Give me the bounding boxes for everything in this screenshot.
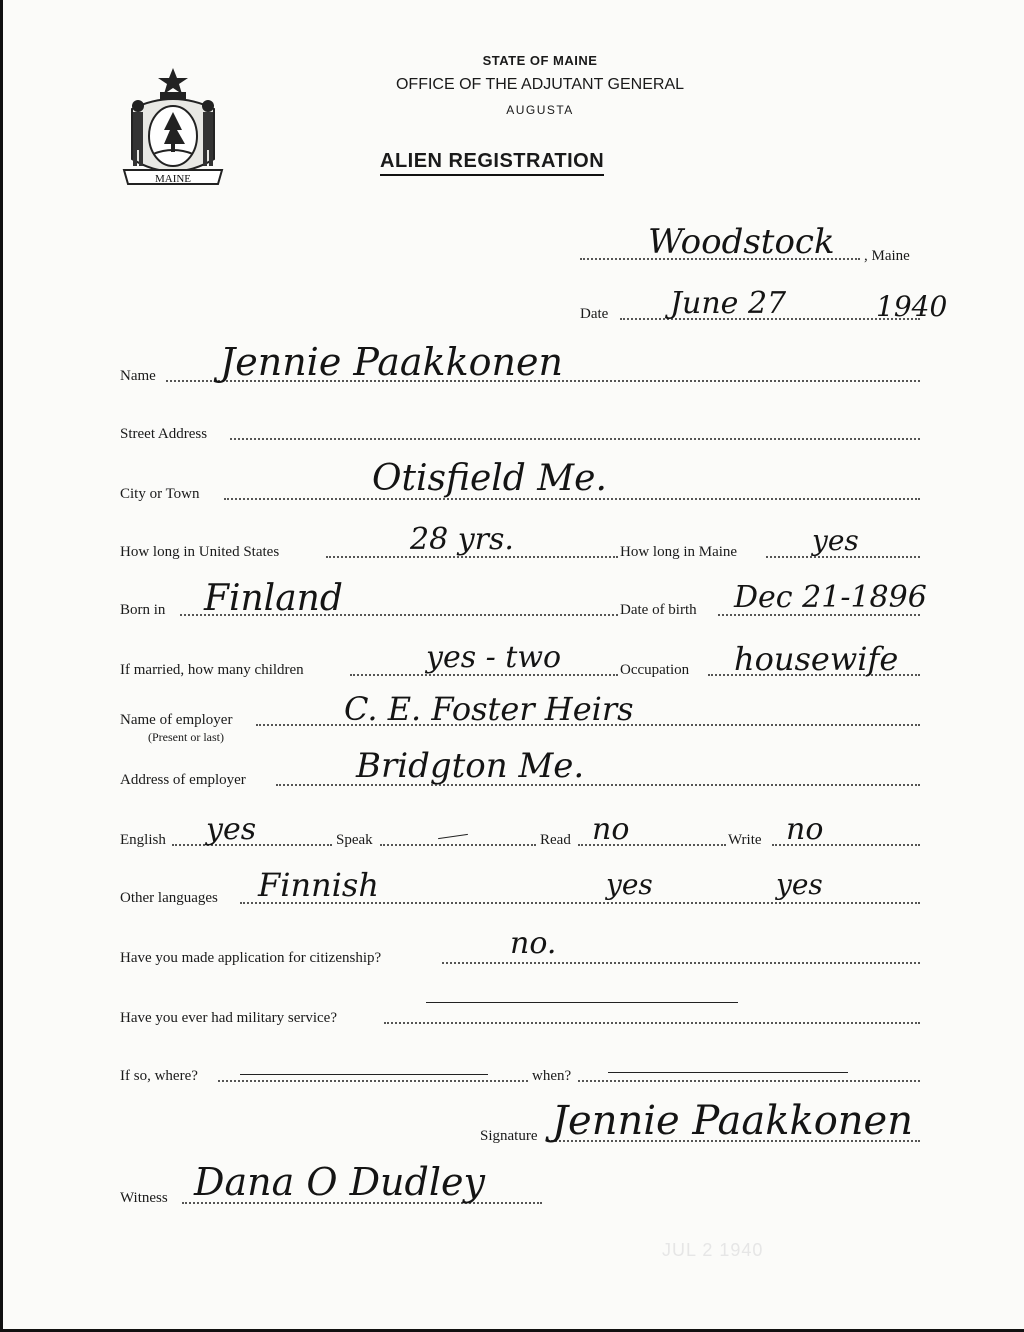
speak-checkmark xyxy=(438,834,468,839)
street-address-line xyxy=(230,438,920,440)
when-label: when? xyxy=(532,1068,572,1084)
read-value: no xyxy=(592,812,630,847)
date-of-birth-label: Date of birth xyxy=(620,602,697,618)
when-line xyxy=(578,1080,920,1082)
witness-value: Dana O Dudley xyxy=(194,1160,485,1204)
write-label: Write xyxy=(728,832,762,848)
other-languages-value: Finnish xyxy=(258,866,379,904)
citizenship-value: no. xyxy=(510,926,557,961)
header-state: STATE OF MAINE xyxy=(482,53,598,68)
how-long-us-label: How long in United States xyxy=(120,544,280,560)
name-value: Jennie Paakkonen xyxy=(220,340,563,384)
born-in-label: Born in xyxy=(120,602,166,618)
header-office: OFFICE OF THE ADJUTANT GENERAL xyxy=(395,76,685,93)
married-children-value: yes - two xyxy=(426,640,562,675)
employer-address-label: Address of employer xyxy=(120,772,246,788)
name-label: Name xyxy=(120,368,156,384)
if-so-where-label: If so, where? xyxy=(120,1068,198,1084)
witness-label: Witness xyxy=(120,1190,168,1206)
signature-value: Jennie Paakkonen xyxy=(552,1098,913,1144)
date-month-day-value: June 27 xyxy=(670,286,787,321)
signature-label: Signature xyxy=(480,1128,538,1144)
how-long-maine-value: yes xyxy=(812,524,859,557)
employer-name-sublabel: (Present or last) xyxy=(148,730,224,744)
how-long-maine-label: How long in Maine xyxy=(620,544,738,560)
english-label: English xyxy=(120,832,166,848)
form-title: ALIEN REGISTRATION xyxy=(380,150,604,176)
citizenship-label: Have you made application for citizenship? xyxy=(120,950,382,966)
where-dash xyxy=(240,1074,488,1075)
received-stamp: JUL 2 1940 xyxy=(662,1240,764,1260)
how-long-us-value: 28 yrs. xyxy=(410,522,514,557)
other-write-value: yes xyxy=(776,868,823,901)
citizenship-line xyxy=(442,962,920,964)
employer-name-label: Name of employer xyxy=(120,712,233,728)
occupation-label: Occupation xyxy=(620,662,690,678)
date-label: Date xyxy=(580,306,609,322)
married-children-label: If married, how many children xyxy=(120,662,304,678)
read-label: Read xyxy=(540,832,571,848)
speak-line xyxy=(380,844,536,846)
military-dash xyxy=(426,1002,738,1003)
born-in-value: Finland xyxy=(204,578,343,619)
city-label: City or Town xyxy=(120,486,200,502)
city-value: Otisfield Me. xyxy=(372,458,607,499)
military-label: Have you ever had military service? xyxy=(120,1010,337,1026)
where-line xyxy=(218,1080,528,1082)
other-read-value: yes xyxy=(606,868,653,901)
write-value: no xyxy=(786,812,824,847)
street-address-label: Street Address xyxy=(120,426,208,442)
speak-label: Speak xyxy=(336,832,373,848)
header-city: AUGUSTA xyxy=(506,103,574,117)
seal-banner-text: MAINE xyxy=(154,173,192,185)
town-value: Woodstock xyxy=(648,222,835,262)
other-languages-label: Other languages xyxy=(120,890,218,906)
english-value: yes xyxy=(206,812,257,847)
maine-label: , Maine xyxy=(864,248,910,264)
employer-name-value: C. E. Foster Heirs xyxy=(344,690,634,728)
date-of-birth-value: Dec 21-1896 xyxy=(734,580,927,615)
scan-edge-left xyxy=(0,0,3,1332)
date-year-value: 1940 xyxy=(876,290,948,323)
military-line xyxy=(384,1022,920,1024)
when-dash xyxy=(608,1072,848,1073)
occupation-value: housewife xyxy=(734,640,899,678)
state-seal-icon xyxy=(120,64,226,192)
employer-address-value: Bridgton Me. xyxy=(356,746,585,786)
